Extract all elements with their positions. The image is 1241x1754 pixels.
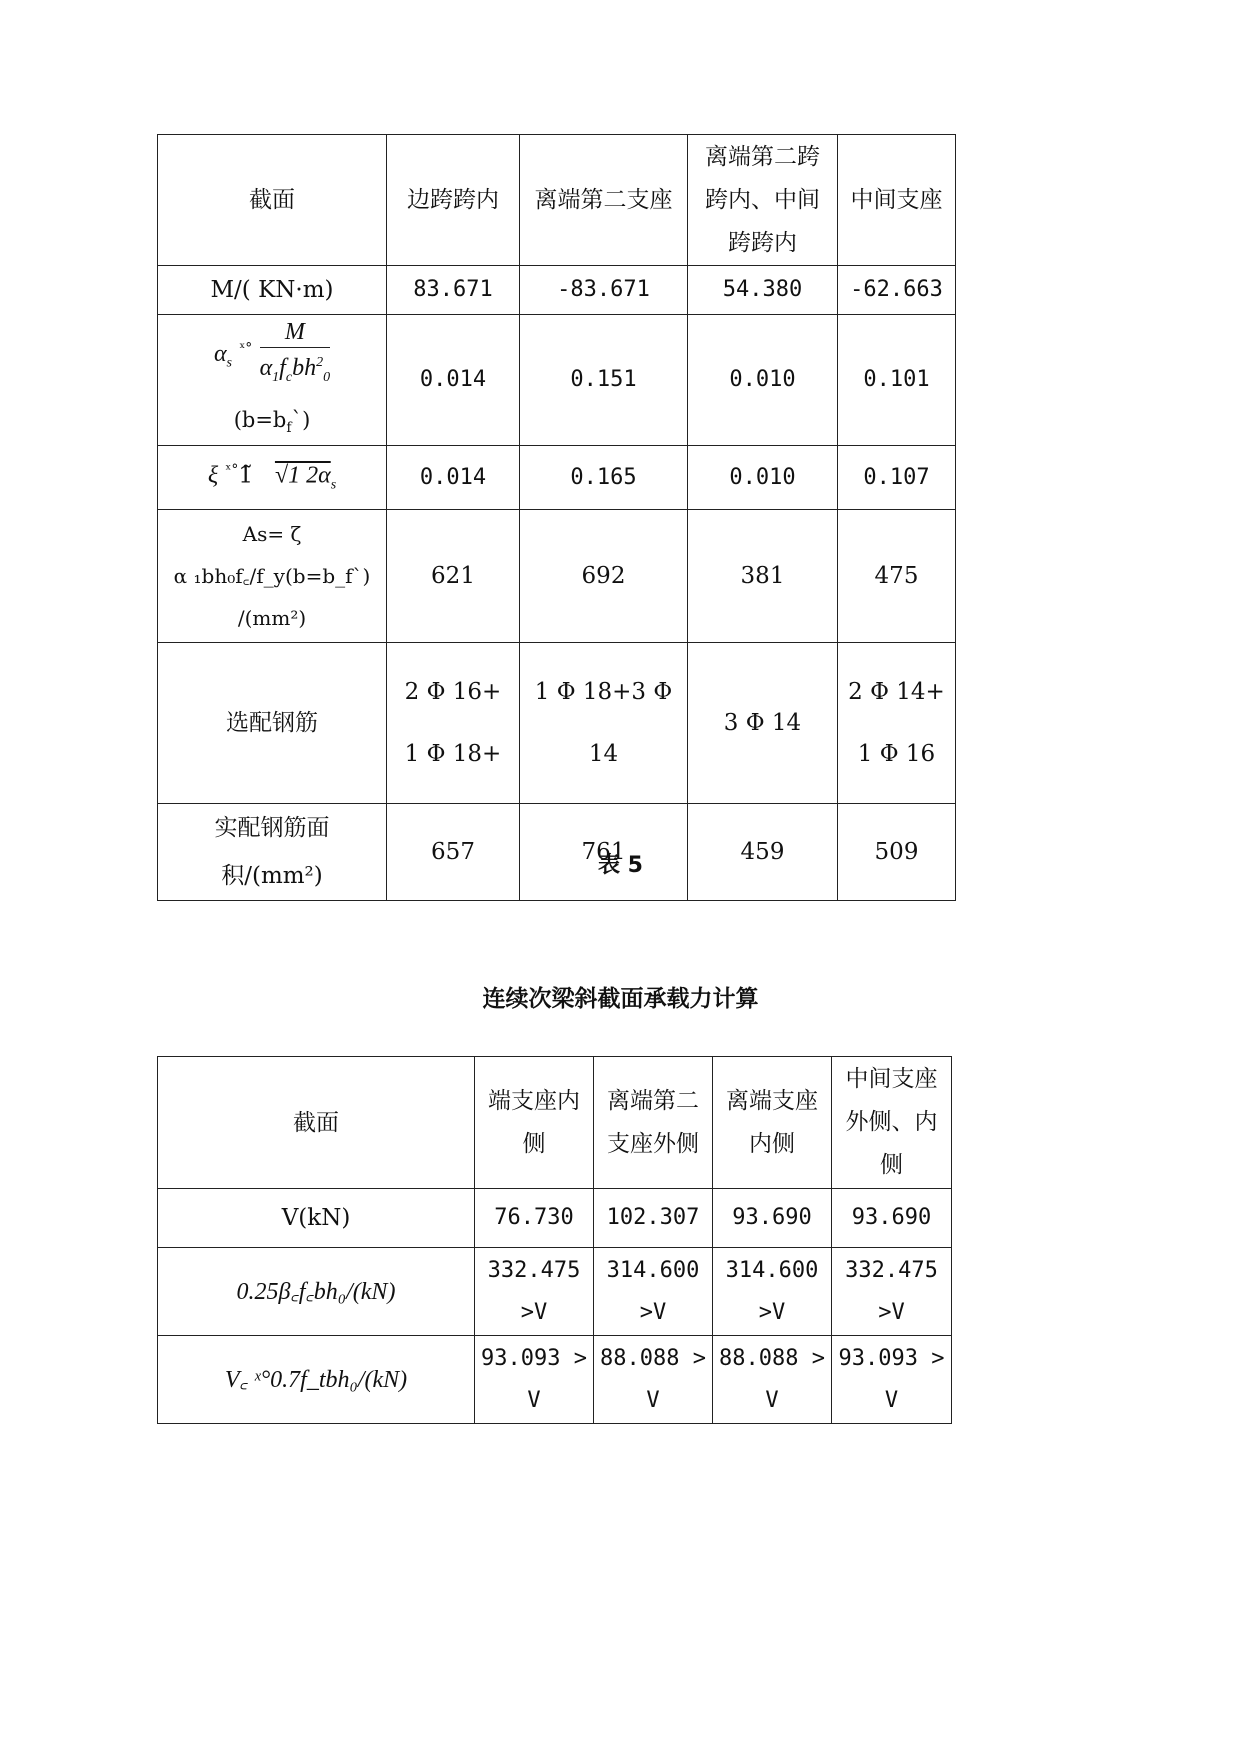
header-cell: 离端第二支座外侧 — [594, 1057, 713, 1189]
table-cell: -83.671 — [520, 266, 688, 315]
table-cell: 0.010 — [688, 446, 838, 510]
den-sub: 0 — [323, 369, 331, 385]
table-cell: 93.690 — [713, 1189, 832, 1248]
cell-line: 332.475 — [845, 1257, 938, 1283]
table-cell: 459 — [688, 804, 838, 901]
formula-eq: ˣ° — [225, 462, 239, 478]
table-cell: 93.690 — [832, 1189, 952, 1248]
rebar-line: 3 Φ 14 — [723, 710, 802, 737]
rebar-line: 1 Φ 16 — [857, 741, 936, 768]
table-row — [158, 1248, 952, 1336]
rebar-line: 1 Φ 18+3 Φ 14 — [534, 679, 673, 768]
table-cell: 0.014 — [387, 446, 520, 510]
xi-formula — [158, 446, 387, 510]
cell-line: 93.093 > — [481, 1345, 587, 1371]
formula-note-sub: f — [286, 419, 292, 436]
table-cell: 0.010 — [688, 315, 838, 446]
table-row — [158, 446, 956, 510]
table-row — [158, 266, 956, 315]
row-label: V꜀ ˣ°0.7f_tbh₀/(kN) — [158, 1336, 475, 1424]
table-cell: 54.380 — [688, 266, 838, 315]
header-cell: 中间支座 — [838, 135, 956, 266]
table-5 — [157, 134, 956, 901]
row-label: 实配钢筋面积/(mm²) — [158, 804, 387, 901]
formula-subscript: s — [330, 477, 337, 493]
table-caption: 表 5 — [598, 853, 643, 878]
rebar-cell — [688, 643, 838, 804]
table-cell — [594, 1336, 713, 1424]
formula-note: (b=b — [233, 407, 287, 432]
formula-note-end: `) — [291, 407, 311, 432]
cell-line: 93.093 > — [838, 1345, 945, 1371]
cell-line: 314.600 — [725, 1257, 819, 1283]
as-formula — [158, 510, 387, 643]
table-cell — [832, 1248, 952, 1336]
table-header-row — [158, 135, 956, 266]
table-shear-capacity — [157, 1056, 952, 1424]
cell-line: >V — [878, 1299, 905, 1325]
table-row — [158, 510, 956, 643]
table-row — [158, 1336, 952, 1424]
formula-symbol: ξ — [207, 462, 219, 489]
row-label: V(kN) — [158, 1189, 475, 1248]
table-cell — [713, 1248, 832, 1336]
table-cell: 621 — [387, 510, 520, 643]
header-cell: 截面 — [158, 135, 387, 266]
rebar-line: 2 Φ 16+ — [404, 679, 502, 706]
header-cell: 中间支座外侧、内侧 — [832, 1057, 952, 1189]
den-alpha: α — [259, 355, 273, 381]
table-cell: 0.151 — [520, 315, 688, 446]
formula-line: α ₁bh₀f꜀/f_y(b=b_f`) — [173, 564, 371, 589]
formula-subscript: s — [226, 355, 232, 371]
cell-line: >V — [758, 1299, 786, 1325]
cell-line: V — [646, 1387, 660, 1413]
alpha-s-formula — [158, 315, 387, 446]
table-header-row — [158, 1057, 952, 1189]
table-cell: -62.663 — [838, 266, 956, 315]
cell-line: V — [884, 1387, 899, 1413]
table-cell: 761 — [520, 804, 688, 901]
header-cell: 端支座内侧 — [475, 1057, 594, 1189]
den-f: f — [279, 355, 286, 381]
den-sup: 2 — [316, 355, 324, 370]
formula-line: As= ζ — [242, 522, 302, 547]
row-label: 0.25β꜀f꜀bh₀/(kN) — [158, 1248, 475, 1336]
table-row — [158, 1189, 952, 1248]
table-cell: 0.165 — [520, 446, 688, 510]
formula-eq: ˣ° — [239, 340, 253, 357]
cell-line: V — [527, 1387, 541, 1413]
rebar-line: 1 Φ 18+ — [404, 741, 502, 768]
table-cell — [713, 1336, 832, 1424]
table-cell: 0.014 — [387, 315, 520, 446]
fraction-denominator — [260, 348, 331, 393]
row-label: M/( KN·m) — [158, 266, 387, 315]
row-label: 选配钢筋 — [158, 643, 387, 804]
table-cell: 0.107 — [838, 446, 956, 510]
rebar-cell — [387, 643, 520, 804]
table-cell: 509 — [838, 804, 956, 901]
den-sub: 1 — [272, 369, 280, 385]
section-title: 连续次梁斜截面承载力计算 — [482, 986, 759, 1012]
table-row — [158, 643, 956, 804]
table-cell: 0.101 — [838, 315, 956, 446]
table-cell: 692 — [520, 510, 688, 643]
formula-line: /(mm²) — [237, 606, 307, 631]
table-cell: 475 — [838, 510, 956, 643]
fraction-numerator: M — [260, 317, 331, 348]
table-cell — [594, 1248, 713, 1336]
header-cell: 截面 — [158, 1057, 475, 1189]
rebar-cell — [838, 643, 956, 804]
table-cell: 76.730 — [475, 1189, 594, 1248]
header-cell: 离端支座内侧 — [713, 1057, 832, 1189]
formula-root: √1 2α — [274, 462, 331, 489]
cell-line: 332.475 — [487, 1257, 581, 1283]
cell-line: >V — [639, 1299, 667, 1325]
formula-fraction — [260, 317, 331, 393]
cell-line: >V — [520, 1299, 548, 1325]
table-cell: 102.307 — [594, 1189, 713, 1248]
table-cell — [832, 1336, 952, 1424]
rebar-line: 2 Φ 14+ — [848, 679, 945, 706]
cell-line: 88.088 > — [719, 1345, 825, 1371]
table-cell — [475, 1336, 594, 1424]
cell-line: 88.088 > — [600, 1345, 706, 1371]
header-cell: 离端第二支座 — [520, 135, 688, 266]
cell-line: 314.600 — [606, 1257, 700, 1283]
table-cell — [475, 1248, 594, 1336]
den-sub: c — [285, 369, 293, 385]
cell-line: V — [765, 1387, 779, 1413]
den-bh: bh — [292, 355, 317, 381]
table-row — [158, 315, 956, 446]
rebar-cell — [520, 643, 688, 804]
formula-symbol: α — [213, 340, 227, 367]
table-cell: 83.671 — [387, 266, 520, 315]
header-cell: 离端第二跨跨内、中间跨跨内 — [688, 135, 838, 266]
formula-one: 1̃ — [238, 462, 253, 489]
table-cell: 657 — [387, 804, 520, 901]
header-cell: 边跨跨内 — [387, 135, 520, 266]
table-cell: 381 — [688, 510, 838, 643]
